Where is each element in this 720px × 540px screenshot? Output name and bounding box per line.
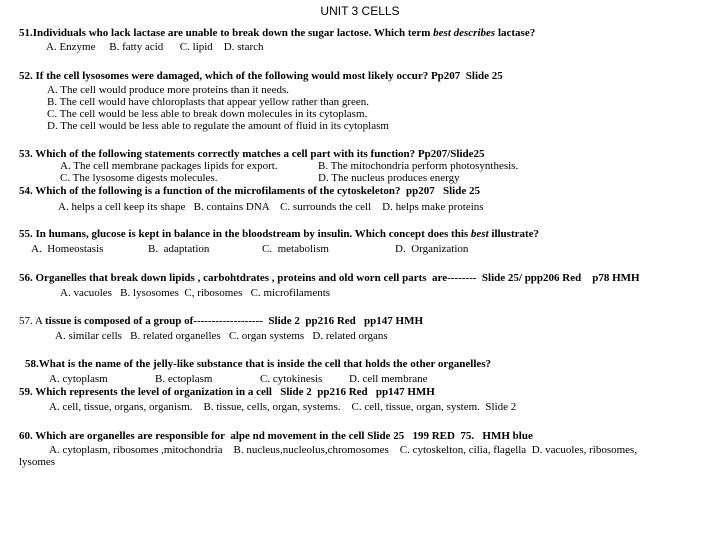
question-55-choice-c: C. metabolism <box>262 243 329 255</box>
question-51-text-b: lactase? <box>495 27 536 39</box>
question-59-choices: A. cell, tissue, organs, organism. B. tissue, cells, organ, systems. C. cell, tissue, organ, system. Slide 2 <box>49 401 517 413</box>
question-60-choices-line-2: lysomes <box>19 456 56 468</box>
question-51-choices: A. Enzyme B. fatty acid C. lipid D. starch <box>46 41 264 53</box>
question-52-choice-d: D. The cell would be less able to regulate the amount of fluid in its cytoplasm <box>47 120 389 132</box>
question-51 <box>19 27 535 39</box>
question-59: 59. Which represents the level of organization in a cell Slide 2 pp216 Red pp147 HMH <box>19 386 435 398</box>
question-51-emphasis: best describes <box>433 27 496 39</box>
question-55-choice-d: D. Organization <box>395 243 469 255</box>
page-title: UNIT 3 CELLS <box>320 4 400 18</box>
question-53-choice-a: A. The cell membrane packages lipids for export. <box>60 160 278 172</box>
question-55-text-a: 55. In humans, glucose is kept in balance in the bloodstream by insulin. Which concept does this <box>19 228 471 240</box>
question-58-choice-b: B. ectoplasm <box>155 373 213 385</box>
question-56-choices: A. vacuoles B. lysosomes C, ribosomes C. microfilaments <box>60 287 331 299</box>
question-53-choice-d: D. The nucleus produces energy <box>318 172 460 184</box>
question-53: 53. Which of the following statements correctly matches a cell part with its function? Pp207/Slide25 <box>19 148 485 160</box>
question-55 <box>19 228 539 240</box>
question-54: 54. Which of the following is a function of the microfilaments of the cytoskeleton? pp207 Slide 25 <box>19 185 480 197</box>
question-57-choices: A. similar cells B. related organelles C. organ systems D. related organs <box>55 330 388 342</box>
question-52-choice-c: C. The cell would be less able to break down molecules in its cytoplasm. <box>47 108 368 120</box>
question-56: 56. Organelles that break down lipids , carbohtdrates , proteins and old worn cell parts are-------- Slide 25/ ppp206 Red p78 HMH <box>19 272 640 284</box>
question-57-text-b: tissue is composed of a group of------------------- Slide 2 pp216 Red pp147 HMH <box>44 315 424 327</box>
question-53-choice-c: C. The lysosome digests molecules. <box>60 172 218 184</box>
question-54-choices: A. helps a cell keep its shape B. contains DNA C. surrounds the cell D. helps make proteins <box>58 201 484 213</box>
question-55-text-b: illustrate? <box>488 228 540 240</box>
question-53-choice-b: B. The mitochondria perform photosynthesis. <box>318 160 519 172</box>
question-52-choice-b: B. The cell would have chloroplasts that appear yellow rather than green. <box>47 96 370 108</box>
question-51-text-a: 51.Individuals who lack lactase are unable to break down the sugar lactose. Which term <box>19 27 434 39</box>
question-55-choice-b: B. adaptation <box>148 243 210 255</box>
question-60-choices-line-1: A. cytoplasm, ribosomes ,mitochondria B. nucleus,nucleolus,chromosomes C. cytoskelton, cilia, flagella D. vacuoles, ribosomes, <box>49 444 638 456</box>
question-52: 52. If the cell lysosomes were damaged, which of the following would most likely occur? Pp207 Slide 25 <box>19 70 503 82</box>
question-58-choice-d: D. cell membrane <box>349 373 428 385</box>
question-57 <box>19 315 423 327</box>
question-58: 58.What is the name of the jelly-like substance that is inside the cell that holds the other organelles? <box>25 358 492 370</box>
question-60: 60. Which are organelles are responsible for alpe nd movement in the cell Slide 25 199 RED 75. HMH blue <box>19 430 533 442</box>
question-55-choice-a: A. Homeostasis <box>31 243 104 255</box>
question-58-choice-a: A. cytoplasm <box>49 373 108 385</box>
question-58-choice-c: C. cytokinesis <box>260 373 323 385</box>
question-57-text-a: 57. A <box>19 315 45 327</box>
question-52-choice-a: A. The cell would produce more proteins than it needs. <box>47 84 290 96</box>
question-55-emphasis: best <box>470 228 489 240</box>
